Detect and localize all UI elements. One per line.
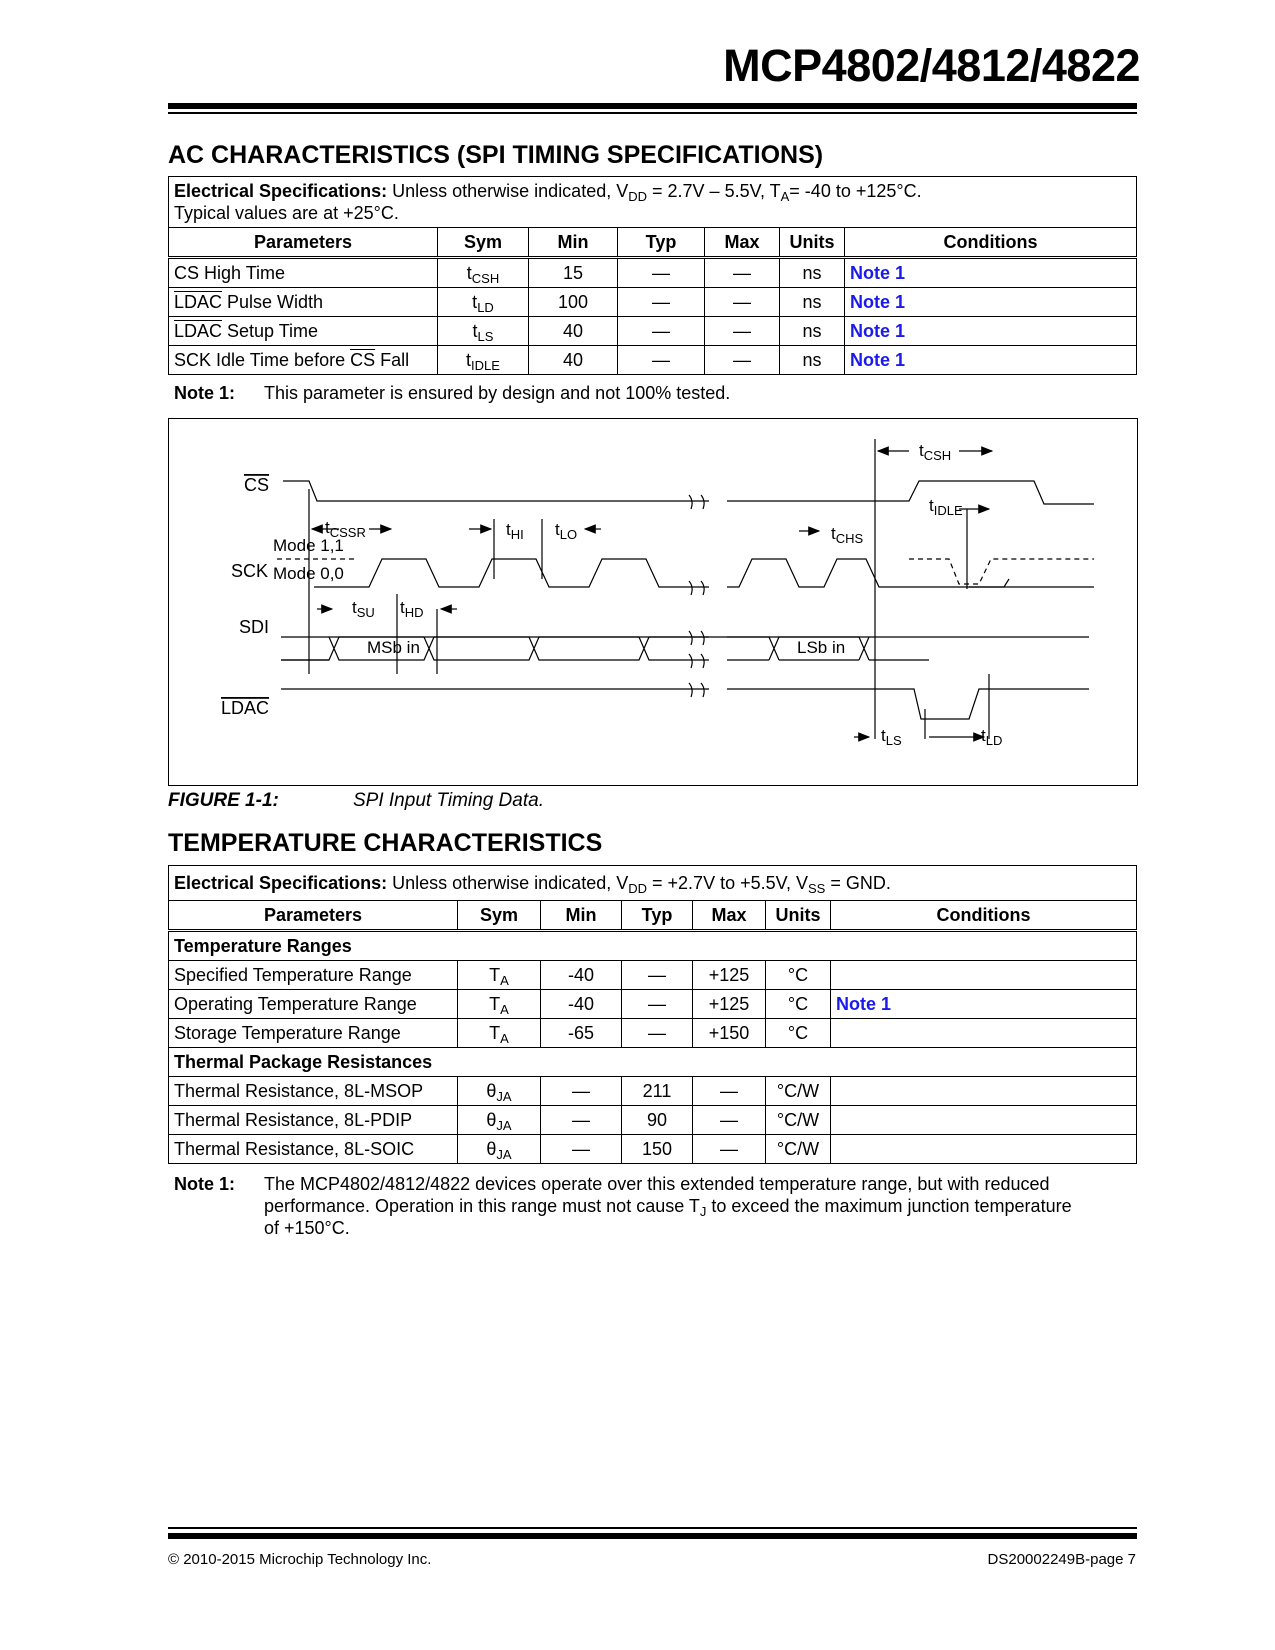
table-row: Thermal Resistance, 8L-PDIP $\theta_{JA}$ — 90 — °C/W <box>169 1106 1137 1135</box>
spi-timing-diagram <box>169 419 1137 785</box>
ac-spec-conditions: Electrical Specifications: Unless otherwise indicated, $V_{DD} = 2.7V - 5.5V$, $T_A= -40$ to +125°C. Typical values are at +25°C. <box>169 177 1137 228</box>
col-header: Min <box>529 228 618 258</box>
col-header: Conditions <box>845 228 1137 258</box>
t-csh-label: $t_{CSH}$ <box>919 441 952 463</box>
footer-doc-number: DS20002249B-page 7 <box>987 1551 1136 1568</box>
footer-rule <box>168 1533 1137 1539</box>
t-cssr-label: $t_{CSSR}$ <box>325 518 366 540</box>
t-hd-label: $t_{HD}$ <box>400 598 424 620</box>
temp-section-title: TEMPERATURE CHARACTERISTICS <box>168 829 603 857</box>
header-rule-thin <box>168 112 1137 114</box>
note-link[interactable]: Note 1 <box>850 263 906 283</box>
note-link[interactable]: Note 1 <box>850 321 906 341</box>
table-row: Specified Temperature Range $T_A$ -40 — +125 °C <box>169 961 1137 990</box>
page-header-title: MCP4802/4812/4822 <box>723 40 1140 91</box>
ac-section-title: AC CHARACTERISTICS (SPI TIMING SPECIFICATIONS) <box>168 141 824 169</box>
col-header: Typ <box>622 901 693 931</box>
ac-note: Note 1: This parameter is ensured by design and not 100% tested. <box>174 383 731 403</box>
msb-label: MSb in <box>367 638 420 657</box>
table-row: Thermal Resistance, 8L-SOIC $\theta_{JA}$ — 150 — °C/W <box>169 1135 1137 1164</box>
t-su-label: $t_{SU}$ <box>352 598 375 620</box>
col-header: Sym <box>438 228 529 258</box>
table-row: LDAC Pulse Width $t_{LD}$ 100 — — ns Note 1 <box>169 288 1137 317</box>
t-chs-label: $t_{CHS}$ <box>831 524 864 546</box>
note-link[interactable]: Note 1 <box>850 350 906 370</box>
col-header: Min <box>541 901 622 931</box>
sck-label: SCK <box>231 561 269 581</box>
ac-spec-table <box>168 176 1137 375</box>
table-row: SCK Idle Time before $\overline{CS}$ Fall $t_{IDLE}$ 40 — — ns Note 1 <box>169 346 1137 375</box>
col-header: Max <box>705 228 780 258</box>
temp-note: Note 1: The MCP4802/4812/4822 devices operate over this extended temperature range, but with reduced performance. Operation in this range must not cause $T_J$ to exceed the maximum junction temperature of +150°C. <box>174 1174 1072 1238</box>
footer-rule-thin <box>168 1527 1137 1529</box>
sck-waveform <box>314 559 709 587</box>
note-link[interactable]: Note 1 <box>836 994 892 1014</box>
ldac-waveform <box>281 689 1089 719</box>
sdi-label: SDI <box>239 617 270 637</box>
footer-copyright: © 2010-2015 Microchip Technology Inc. <box>168 1551 432 1568</box>
temp-spec-table <box>168 865 1137 1164</box>
col-header: Conditions <box>831 901 1137 931</box>
col-header: Units <box>766 901 831 931</box>
temp-spec-conditions: Electrical Specifications: Unless otherwise indicated, $V_{DD} = +2.7V$ to +5.5V, $V_{SS}$ = GND. <box>169 866 1137 901</box>
cs-waveform <box>283 481 709 501</box>
col-header: Max <box>693 901 766 931</box>
timing-diagram-frame <box>168 418 1138 786</box>
t-idle-label: $t_{IDLE}$ <box>929 496 963 518</box>
cs-label: CS <box>244 475 270 495</box>
col-header: Typ <box>618 228 705 258</box>
group-heading: Thermal Package Resistances <box>169 1048 1137 1077</box>
table-row: CS High Time $t_{CSH}$ 15 — — ns Note 1 <box>169 258 1137 288</box>
group-heading: Temperature Ranges <box>169 931 1137 961</box>
col-header: Parameters <box>169 228 438 258</box>
t-ld-label: $t_{LD}$ <box>981 726 1003 748</box>
table-row: Storage Temperature Range $T_A$ -65 — +150 °C <box>169 1019 1137 1048</box>
note-link[interactable]: Note 1 <box>850 292 906 312</box>
lsb-label: LSb in <box>797 638 846 657</box>
ldac-label: LDAC <box>221 698 270 718</box>
col-header: Sym <box>458 901 541 931</box>
t-lo-label: $t_{LO}$ <box>555 520 578 542</box>
mode11-label: Mode 1,1 <box>273 536 344 555</box>
header-rule <box>168 103 1137 109</box>
t-ls-label: $t_{LS}$ <box>881 726 902 748</box>
t-hi-label: $t_{HI}$ <box>506 520 524 542</box>
figure-caption: FIGURE 1-1: SPI Input Timing Data. <box>168 790 544 811</box>
table-row: Operating Temperature Range $T_A$ -40 — +125 °C Note 1 <box>169 990 1137 1019</box>
table-row: LDAC Setup Time $t_{LS}$ 40 — — ns Note 1 <box>169 317 1137 346</box>
mode00-label: Mode 0,0 <box>273 564 344 583</box>
col-header: Parameters <box>169 901 458 931</box>
col-header: Units <box>780 228 845 258</box>
table-row: Thermal Resistance, 8L-MSOP $\theta_{JA}$ — 211 — °C/W <box>169 1077 1137 1106</box>
